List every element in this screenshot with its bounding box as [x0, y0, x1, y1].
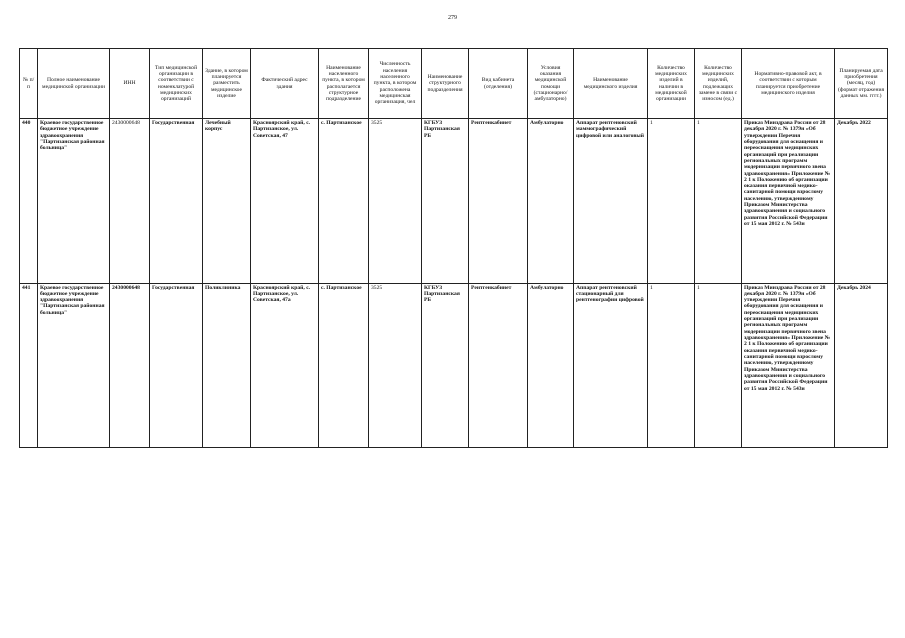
- header-cell: Численность населения населенного пункта, в котором расположена медицинская организация, чел: [369, 49, 422, 119]
- header-cell: Наименование медицинского изделия: [574, 49, 648, 119]
- settlement: с. Партизанское: [319, 283, 369, 448]
- header-cell: Наименование структурного подразделения: [422, 49, 469, 119]
- care-conditions: Амбулаторно: [528, 119, 574, 284]
- planned-date: Декабрь 2022: [835, 119, 888, 284]
- cabinet-type: Рентгенкабинет: [469, 283, 528, 448]
- building: Лечебный корпус: [203, 119, 251, 284]
- row-number: 440: [20, 119, 38, 284]
- organization-type: Государственная: [150, 119, 203, 284]
- page-number: 279: [448, 15, 457, 21]
- legal-act: Приказ Минздрава России от 28 декабря 2020 г. № 1379н «Об утверждении Перечня оборудования для оснащения и переоснащения медицинских организаций при реализации региональных программ модернизации первичного звена здравоохранения» Приложение № 2 1 к Положению об организации оказания первичной медико-санитарной помощи взрослому населению, утвержденному Приказом Министерства здравоохранения и социального развития Российской Федерации от 15 мая 2012 г. № 543н: [742, 119, 835, 284]
- device-name: Аппарат рентгеновский стационарный для рентгенографии цифровой: [574, 283, 648, 448]
- header-cell: Здание, в котором планируется разместить медицинское изделие: [203, 49, 251, 119]
- header-cell: Полное наименование медицинской организации: [38, 49, 110, 119]
- header-cell: Тип медицинской организации в соответствии с номенклатурой медицинских организаций: [150, 49, 203, 119]
- structural-unit: КГБУЗ Партизанская РБ: [422, 283, 469, 448]
- inn: 2430000648: [110, 283, 150, 448]
- header-cell: Количество медицинских изделий, подлежащих замене в связи с износом (ед.): [695, 49, 742, 119]
- qty-replace: 1: [695, 119, 742, 284]
- header-cell: Наименование населенного пункта, в котором располагается структурное подразделение: [319, 49, 369, 119]
- header-cell: Фактический адрес здания: [251, 49, 319, 119]
- header-cell: Планируемая дата приобретения (месяц, год) (формат отражения данных мм. гггг.): [835, 49, 888, 119]
- table-row: [20, 119, 888, 284]
- population: 3525: [369, 283, 422, 448]
- settlement: с. Партизанское: [319, 119, 369, 284]
- cabinet-type: Рентгенкабинет: [469, 119, 528, 284]
- table-header-row: [20, 49, 888, 119]
- qty-replace: 1: [695, 283, 742, 448]
- header-cell: № п/п: [20, 49, 38, 119]
- qty-available: 1: [648, 119, 695, 284]
- equipment-register-table: [19, 48, 888, 448]
- header-cell: Условия оказания медицинской помощи (стационарно/ амбулаторно): [528, 49, 574, 119]
- legal-act: Приказ Минздрава России от 28 декабря 2020 г. № 1379н «Об утверждении Перечня оборудования для оснащения и переоснащения медицинских организаций при реализации региональных программ модернизации первичного звена здравоохранения» Приложение № 2 1 к Положению об организации оказания первичной медико-санитарной помощи взрослому населению, утвержденному Приказом Министерства здравоохранения и социального развития Российской Федерации от 15 мая 2012 г. № 543н: [742, 283, 835, 448]
- population: 3525: [369, 119, 422, 284]
- building: Поликлиника: [203, 283, 251, 448]
- structural-unit: КГБУЗ Партизанская РБ: [422, 119, 469, 284]
- qty-available: 1: [648, 283, 695, 448]
- table-row: [20, 283, 888, 448]
- inn: 2430000648: [110, 119, 150, 284]
- organization-name: Краевое государственное бюджетное учреждение здравоохранения "Партизанская районная больница": [38, 283, 110, 448]
- organization-type: Государственная: [150, 283, 203, 448]
- device-name: Аппарат рентгеновский маммографический цифровой или аналоговый: [574, 119, 648, 284]
- header-cell: Количество медицинских изделий в наличии в медицинской организации: [648, 49, 695, 119]
- planned-date: Декабрь 2024: [835, 283, 888, 448]
- header-cell: ИНН: [110, 49, 150, 119]
- header-cell: Вид кабинета (отделения): [469, 49, 528, 119]
- header-cell: Нормативно-правовой акт, в соответствии с которым планируется приобретение медицинского изделия: [742, 49, 835, 119]
- row-number: 441: [20, 283, 38, 448]
- address: Красноярский край, с. Партизанское, ул. Советская, 47а: [251, 283, 319, 448]
- organization-name: Краевое государственное бюджетное учреждение здравоохранения "Партизанская районная больница": [38, 119, 110, 284]
- care-conditions: Амбулаторно: [528, 283, 574, 448]
- address: Красноярский край, с. Партизанское, ул. Советская, 47: [251, 119, 319, 284]
